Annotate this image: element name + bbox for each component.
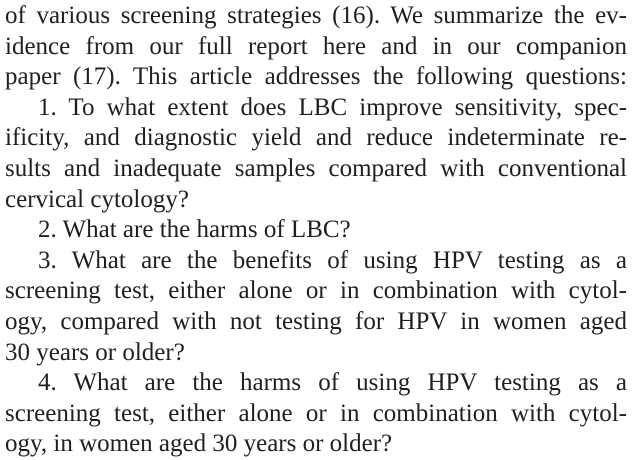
text-line-question-1-start: 1. To what extent does LBC improve sensitivity, spec- bbox=[38, 93, 627, 121]
text-line: cervical cytology? bbox=[5, 185, 189, 213]
text-line: paper (17). This article addresses the following questions: bbox=[5, 63, 627, 91]
text-line-question-4-start: 4. What are the harms of using HPV testing as a bbox=[38, 369, 627, 397]
text-line: idence from our full report here and in our companion bbox=[5, 32, 627, 60]
text-line: sults and inadequate samples compared with conventional bbox=[5, 154, 627, 182]
text-line: of various screening strategies (16). We summarize the ev- bbox=[5, 2, 627, 29]
text-line: screening test, either alone or in combination with cytol- bbox=[5, 277, 627, 305]
text-line: 30 years or older? bbox=[5, 338, 185, 366]
text-line: ogy, in women aged 30 years or older? bbox=[5, 430, 393, 458]
text-line: ogy, compared with not testing for HPV in women aged bbox=[5, 307, 627, 335]
text-line-question-3-start: 3. What are the benefits of using HPV testing as a bbox=[38, 246, 627, 274]
text-line: screening test, either alone or in combination with cytol- bbox=[5, 399, 627, 427]
text-line: ificity, and diagnostic yield and reduce indeterminate re- bbox=[5, 124, 627, 152]
text-line-question-2-start: 2. What are the harms of LBC? bbox=[38, 216, 351, 244]
